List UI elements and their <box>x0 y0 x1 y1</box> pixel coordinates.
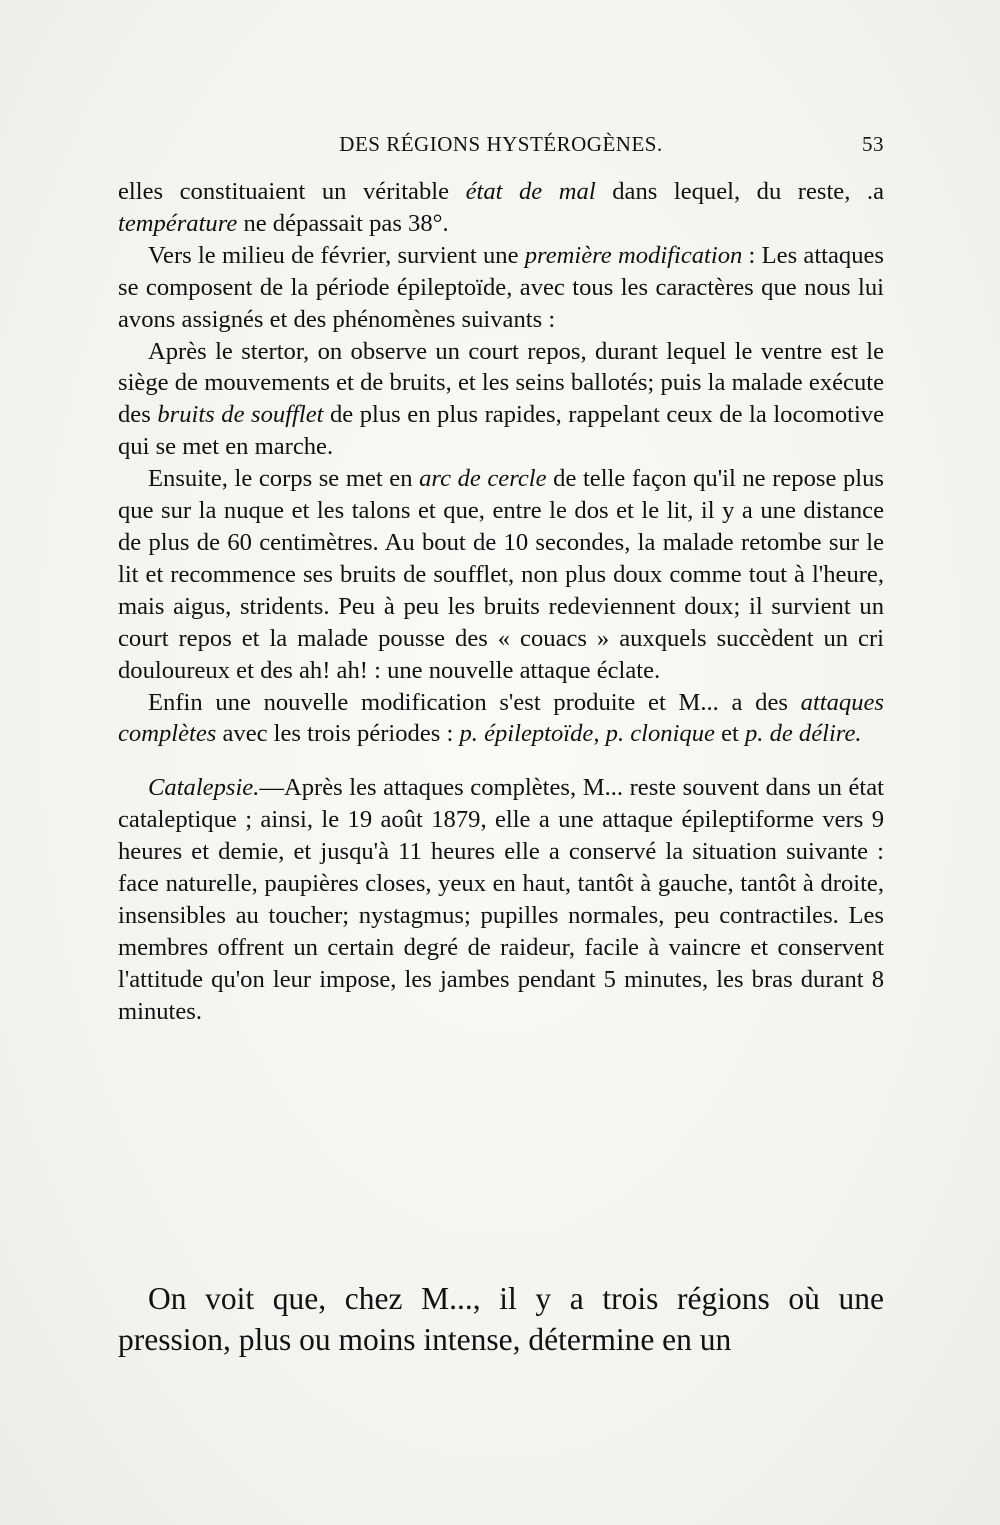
paragraph-text: Après le stertor, on observe un court repos, durant lequel le ventre est le siège de mouvements et de bruits, et les seins ballotés; puis la malade exécute des <box>118 337 884 429</box>
page-number: 53 <box>862 132 884 156</box>
paragraph-text: de telle façon qu'il ne repose plus que sur la nuque et les talons et que, entre le dos et le lit, il y a une distance de plus de 60 centimètres. Au bout de 10 secondes, la malade retombe sur le lit et recommence ses bruits de soufflet, non plus doux comme tout à l'heure, mais aigus, stridents. Peu à peu les bruits redeviennent doux; il survient un court repos et la malade pousse des « couacs » auxquels succèdent un cri douloureux et des ah! ah! : une nouvelle attaque éclate. <box>118 465 884 684</box>
paragraph-text: elles constituaient un véritable <box>118 178 466 205</box>
italic-phrase: première modification <box>524 241 743 269</box>
paragraph-text: Vers le milieu de février, survient une <box>148 241 525 269</box>
italic-phrase: état de mal <box>465 178 596 205</box>
paragraph-text: de plus en plus rapides, rappelant ceux de la locomotive qui se met en marche. <box>118 401 884 461</box>
paragraph-text: avec les trois périodes : <box>216 720 460 748</box>
italic-phrase: p. de délire. <box>744 720 862 748</box>
paragraph-text: Ensuite, le corps se met en <box>148 465 420 493</box>
paragraph-3 <box>118 336 884 464</box>
paragraph-4 <box>118 463 884 686</box>
italic-phrase: bruits de soufflet <box>157 401 324 429</box>
paragraph-text: ne dépassait pas 38°. <box>237 209 449 237</box>
paragraph-text: —Après les attaques complètes, M... reste souvent dans un état cataleptique ; ainsi, le 19 août 1879, elle a une attaque épileptiforme vers 9 heures et demie, et jusqu'à 11 heures elle a conservé la situation suivante : face naturelle, paupières closes, yeux en haut, tantôt à gauche, tantôt à droite, insensibles au toucher; nystagmus; pupilles normales, peu contractiles. Les membres offrent un certain degré de raideur, facile à vaincre et conservent l'attitude qu'on leur impose, les jambes pendant 5 minutes, les bras durant 8 minutes. <box>118 774 884 1025</box>
paragraph-text: Enfin une nouvelle modification s'est produite et M... a des <box>148 688 801 716</box>
paragraph-5 <box>118 687 884 751</box>
italic-phrase: arc de cercle <box>419 465 547 493</box>
italic-phrase: p. épileptoïde, p. clonique <box>459 720 715 748</box>
paragraph-text: : Les attaques se composent de la période épileptoïde, avec tous les caractères que nous lui avons assignés et des phénomènes suivants : <box>118 241 884 333</box>
paragraph-text: et <box>714 720 745 748</box>
italic-phrase: température <box>118 209 238 237</box>
italic-phrase: attaques complètes <box>118 688 884 748</box>
section-heading-italic: Catalepsie. <box>148 774 260 802</box>
page-header <box>118 132 884 164</box>
paragraph-catalepsie <box>118 772 884 1027</box>
running-title: DES RÉGIONS HYSTÉROGÈNES. <box>339 132 663 156</box>
closing-text: On voit que, chez M..., il y a trois régions où une pression, plus ou moins intense, détermine en un <box>118 1281 884 1357</box>
paragraph-text: dans lequel, du reste, .a <box>595 178 884 205</box>
paragraph-2 <box>118 240 884 336</box>
body-text <box>118 176 884 1028</box>
paragraph-1 <box>118 176 884 240</box>
